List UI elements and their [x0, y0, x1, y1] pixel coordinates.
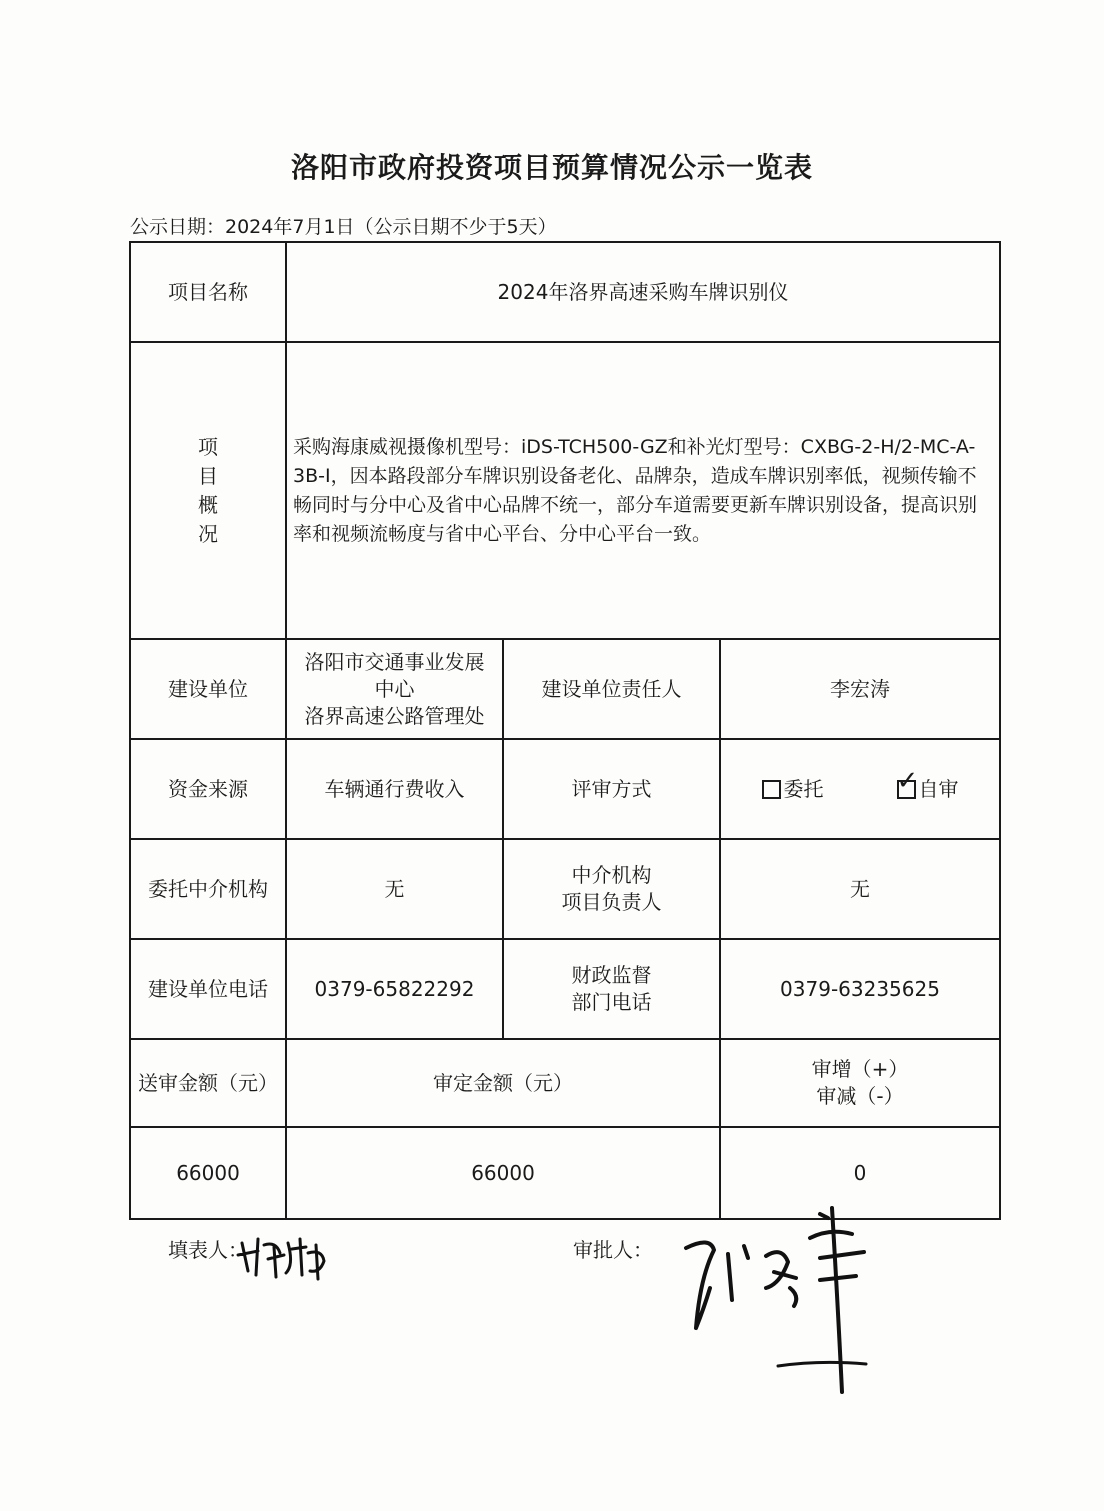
project-name-value: 2024年洛界高速采购车牌识别仪	[286, 242, 1000, 342]
row-phones	[130, 939, 1000, 1039]
filler-signature-image	[236, 1225, 332, 1285]
review-method-label: 评审方式	[503, 739, 720, 839]
option-self-review-label: 自审	[918, 776, 959, 801]
responsible-person-value: 李宏涛	[720, 639, 1000, 739]
construction-unit-value: 洛阳市交通事业发展 中心 洛界高速公路管理处	[286, 639, 503, 739]
row-construction-unit	[130, 639, 1000, 739]
option-entrust-label: 委托	[783, 776, 824, 801]
agency-label: 委托中介机构	[130, 839, 286, 939]
row-agency	[130, 839, 1000, 939]
approver-label: 审批人：	[573, 1238, 653, 1262]
approved-amount-label: 审定金额（元）	[286, 1039, 720, 1127]
filler-label: 填表人：	[168, 1238, 248, 1262]
agency-lead-label: 中介机构 项目负责人	[503, 839, 720, 939]
submitted-amount-label: 送审金额（元）	[130, 1039, 286, 1127]
difference-value: 0	[720, 1127, 1000, 1219]
difference-label: 审增（+） 审减（-）	[720, 1039, 1000, 1127]
project-summary-text: 采购海康威视摄像机型号：iDS-TCH500-GZ和补光灯型号：CXBG-2-H/2-MC-A-3B-I，因本路段部分车牌识别设备老化、品牌杂，造成车牌识别率低，视频传输不畅同时与分中心及省中心品牌不统一，部分车道需要更新车牌识别设备，提高识别率和视频流畅度与省中心平台、分中心平台一致。	[286, 342, 1000, 639]
budget-table	[129, 241, 1001, 1220]
approved-amount-value: 66000	[286, 1127, 720, 1219]
responsible-person-label: 建设单位责任人	[503, 639, 720, 739]
construction-unit-label: 建设单位	[130, 639, 286, 739]
agency-value: 无	[286, 839, 503, 939]
project-summary-label: 项 目 概 况	[130, 342, 286, 639]
unit-phone-label: 建设单位电话	[130, 939, 286, 1039]
finance-phone-value: 0379-63235625	[720, 939, 1000, 1039]
row-amount-headers	[130, 1039, 1000, 1127]
project-name-label: 项目名称	[130, 242, 286, 342]
agency-lead-value: 无	[720, 839, 1000, 939]
row-project-name	[130, 242, 1000, 342]
unit-phone-value: 0379-65822292	[286, 939, 503, 1039]
row-funding	[130, 739, 1000, 839]
review-method-options	[720, 739, 1000, 839]
row-project-summary	[130, 342, 1000, 639]
entrust-checkbox[interactable]	[762, 780, 781, 799]
finance-phone-label: 财政监督 部门电话	[503, 939, 720, 1039]
self-review-checkbox[interactable]	[896, 765, 919, 799]
publication-date: 公示日期：2024年7月1日（公示日期不少于5天）	[130, 216, 557, 238]
option-entrust[interactable]	[762, 776, 824, 803]
check-mark-icon: ✓	[896, 765, 919, 796]
option-self-review[interactable]	[896, 765, 959, 803]
approver-signature-image	[670, 1188, 870, 1398]
funding-source-label: 资金来源	[130, 739, 286, 839]
submitted-amount-value: 66000	[130, 1127, 286, 1219]
page-title: 洛阳市政府投资项目预算情况公示一览表	[290, 151, 813, 184]
funding-source-value: 车辆通行费收入	[286, 739, 503, 839]
